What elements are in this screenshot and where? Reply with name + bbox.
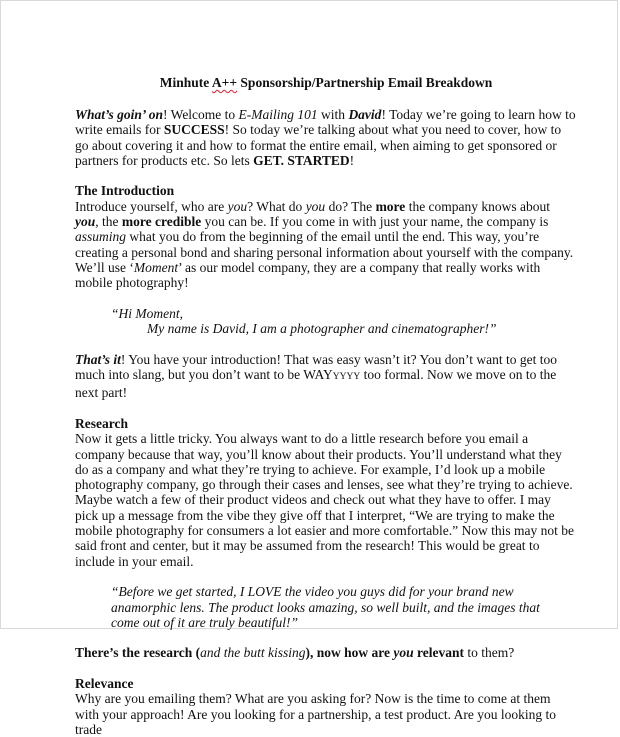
emphasis-text: you (75, 214, 96, 230)
spacer (75, 168, 577, 183)
bold-text: ), now how are (305, 645, 394, 661)
spacer (75, 661, 577, 676)
spacer (75, 336, 577, 351)
intro-text: ! (349, 152, 355, 168)
body-text: what you do from the beginning of the email until the end. This way, you’re creating a personal bond and sharing personal information about yourself with the company. We’ll use ‘ (75, 229, 574, 275)
body-text: , the (95, 214, 122, 230)
emphasis-text: That’s it (75, 351, 121, 367)
spacer (75, 291, 577, 306)
body-text: do? The (325, 198, 376, 214)
body-text: Introduce yourself, who are (75, 198, 228, 214)
transition-paragraph (75, 645, 577, 660)
example-quote-introduction (75, 306, 577, 337)
body-text: the company knows about (405, 198, 551, 214)
body-text: ! You have your introduction! That was easy wasn’t it? You don’t want to get too much into slang, but you don’t want to be (75, 351, 557, 383)
intro-paragraph (75, 107, 577, 168)
section-heading-introduction: The Introduction (75, 183, 175, 199)
emphasis-text: you (227, 198, 248, 214)
emphasis-text: more credible (121, 214, 202, 230)
emphasis-text: you (393, 645, 414, 661)
body-text: ? What do (247, 198, 306, 214)
spacer (75, 569, 577, 584)
research-paragraph: Now it gets a little tricky. You always want to do a little research before you email a company because that way, you’ll know about their products. You’ll understand what they do as a company and what they’re trying to achieve. For example, I’d look up a mobile photography company, go through their cases and lenses, see what they’re trying to achieve. Maybe watch a few of their product videos and check out what they have to offer. I may pick up a message from the vibe they give off that I interpret, “We are trying to make the mobile photography for consumers a lot easier and more comfortable.” Now this may not be said front and center, but it may be assumed from the research! This would be great to include in your email. (75, 431, 574, 569)
italic-text: and the butt kissing (200, 645, 306, 661)
intro-text: with (317, 107, 349, 122)
emphasis-text: you (305, 198, 326, 214)
bold-text: relevant (413, 645, 464, 661)
course-name: E-Mailing 101 (238, 107, 318, 122)
title-spellcheck-word: A++ (211, 75, 238, 90)
quote-line: My name is David, I am a photographer and cinematographer!” (147, 321, 497, 337)
quote-line: “Hi Moment, (111, 305, 183, 321)
body-text: you can be. If you come in with just your name, the company is (201, 214, 549, 230)
author-name: David (348, 107, 382, 122)
emphasis-get-started: GET. STARTED (253, 152, 350, 168)
title-text-rest: Sponsorship/Partnership Email Breakdown (237, 75, 493, 90)
section-heading-research: Research (75, 415, 128, 431)
thats-it-paragraph (75, 352, 577, 401)
emphasis-way-tail: YYYY (332, 372, 361, 383)
title-text: Minhute (159, 75, 212, 90)
company-name: Moment (133, 259, 179, 275)
page-title (75, 74, 577, 92)
bold-text: There’s the research ( (75, 645, 201, 661)
body-text: ’ as our model company, they are a company that really works with mobile photography! (75, 259, 541, 291)
intro-text: ! Today we’re going to learn how to write emails for (75, 107, 576, 138)
spacer (75, 401, 577, 416)
body-text: too formal. Now we move on to the next part! (75, 367, 557, 401)
example-quote-research: “Before we get started, I LOVE the video you guys did for your brand new anamorphic lens. The product looks amazing, so well built, and the images that come out of it are truly beautiful!” (111, 584, 540, 630)
emphasis-way: WAY (303, 367, 333, 383)
emphasis-text: assuming (75, 229, 127, 245)
intro-text: ! So today we’re talking about what you need to cover, how to go about covering it and how to format the entire email, when aiming to get sponsored or partners for products etc. So lets (75, 122, 562, 168)
section-heading-relevance: Relevance (75, 675, 134, 691)
relevance-paragraph: Why are you emailing them? What are you asking for? Now is the time to come at them with your approach! Are you looking for a partnership, a test product. Are you looking to trade (75, 691, 557, 737)
introduction-paragraph (75, 199, 577, 291)
body-text: to them? (463, 645, 515, 661)
greeting-text: What’s goin’ on (75, 107, 164, 122)
emphasis-text: more (375, 198, 406, 214)
emphasis-success: SUCCESS (163, 122, 225, 138)
intro-text: ! Welcome to (163, 107, 239, 122)
spacer (75, 630, 577, 645)
